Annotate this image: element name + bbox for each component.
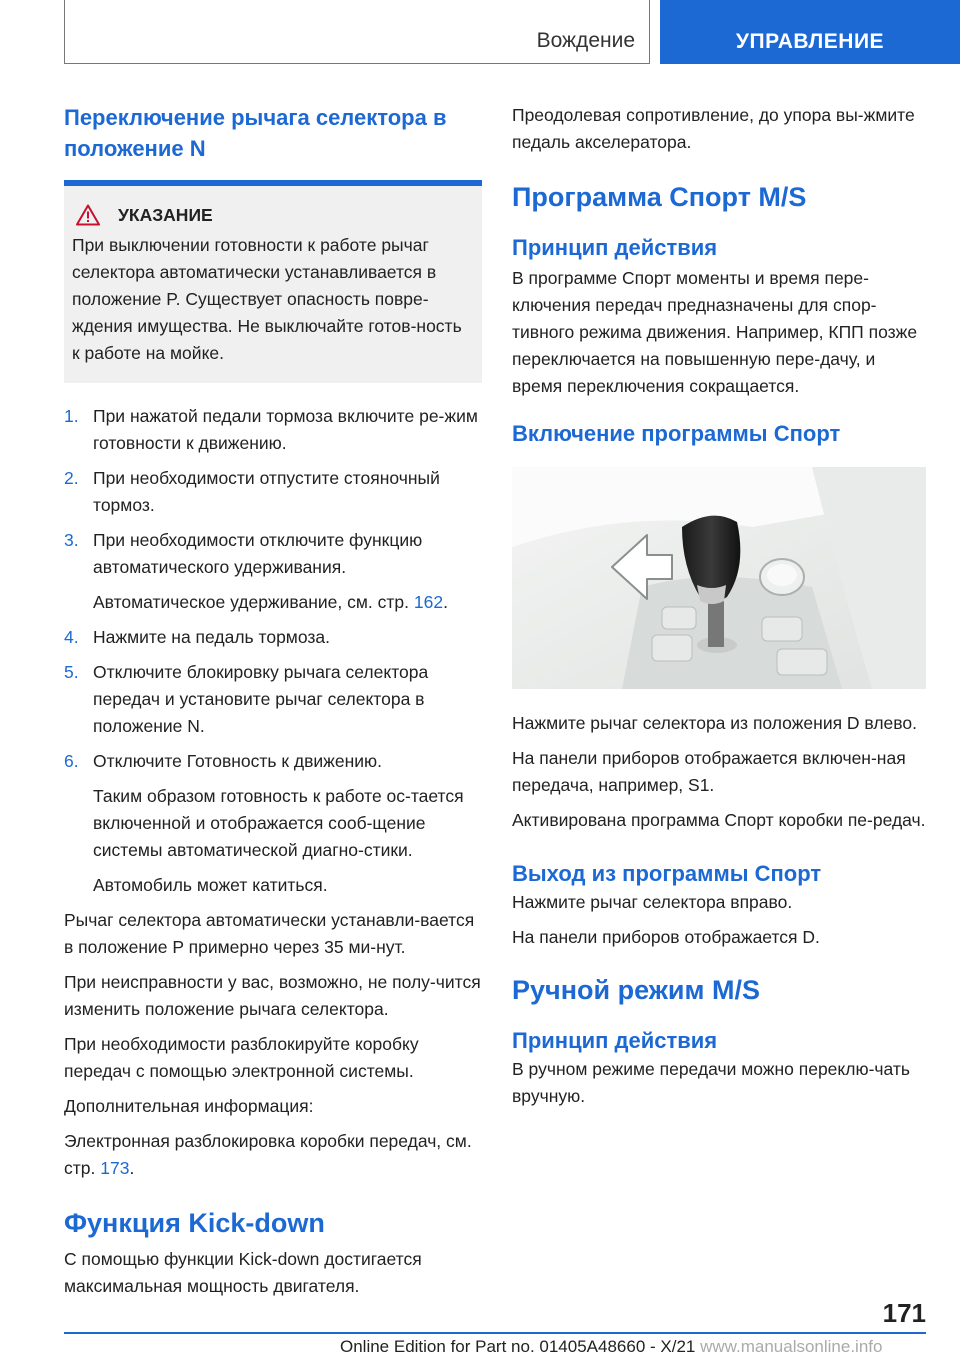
paragraph-sport-active: Активирована программа Спорт коробки пе-редач. bbox=[512, 810, 926, 830]
step-6-note-1: Таким образом готовность к работе ос-тается включенной и отображается сооб-щение системы автоматической диагно-стики. bbox=[93, 786, 464, 860]
heading-selector-n: Переключение рычага селектора в положение N bbox=[64, 105, 447, 161]
warning-text: При выключении готовности к работе рычаг селектора автоматически устанавливается в положение P. Существует опасность повре-ждения имущества. Не выключайте готов-ность к работе на мойке. bbox=[72, 235, 462, 363]
paragraph-accelerator: Преодолевая сопротивление, до упора вы-жмите педаль акселератора. bbox=[512, 105, 915, 152]
footer-divider bbox=[64, 1332, 926, 1334]
step-number: 4. bbox=[64, 627, 79, 647]
paragraph-unlock: При необходимости разблокируйте коробку передач с помощью электронной системы. bbox=[64, 1034, 419, 1081]
step-4 bbox=[64, 624, 482, 651]
step-3-note-text: Автоматическое удерживание, см. стр. bbox=[93, 592, 414, 612]
gear-selector-photo bbox=[512, 467, 926, 689]
step-3 bbox=[64, 527, 482, 616]
heading-principle: Принцип действия bbox=[512, 235, 718, 260]
paragraph-principle: В программе Спорт моменты и время пере-ключения передач предназначены для спор-тивного режима движения. Например, КПП позже переключается на повышенную пере-дачу, и время переключения сокращается. bbox=[512, 268, 918, 396]
paragraph-press-right: Нажмите рычаг селектора вправо. bbox=[512, 892, 793, 912]
step-6-note-2: Автомобиль может катиться. bbox=[93, 875, 328, 895]
heading-manual-principle: Принцип действия bbox=[512, 1028, 718, 1053]
step-6 bbox=[64, 748, 482, 899]
paragraph-display-gear: На панели приборов отображается включен-ная передача, например, S1. bbox=[512, 748, 906, 795]
header-section-box bbox=[64, 0, 650, 64]
page-number: 171 bbox=[882, 1298, 926, 1328]
step-text: При нажатой педали тормоза включите ре-жим готовности к движению. bbox=[93, 406, 478, 453]
warning-triangle-icon bbox=[76, 204, 100, 226]
warning-title-text: УКАЗАНИЕ bbox=[118, 204, 213, 225]
step-text: Отключите блокировку рычага селектора передач и установите рычаг селектора в положение N. bbox=[93, 662, 429, 736]
step-number: 1. bbox=[64, 406, 79, 426]
steps-list bbox=[64, 403, 482, 899]
header-chapter-tab[interactable]: УПРАВЛЕНИЕ bbox=[660, 0, 960, 64]
heading-exit-sport: Выход из программы Спорт bbox=[512, 861, 822, 886]
warning-title bbox=[72, 204, 472, 226]
paragraph-kickdown: С помощью функции Kick-down достигается максимальная мощность двигателя. bbox=[64, 1249, 422, 1296]
left-column bbox=[64, 102, 482, 1308]
paragraph-auto-p: Рычаг селектора автоматически устанавли-вается в положение P примерно через 35 ми-нут. bbox=[64, 910, 475, 957]
paragraph-more-info: Дополнительная информация: bbox=[64, 1096, 314, 1116]
step-text: Нажмите на педаль тормоза. bbox=[93, 627, 330, 647]
footer-edition bbox=[340, 1337, 882, 1357]
step-number: 3. bbox=[64, 530, 79, 550]
step-number: 6. bbox=[64, 751, 79, 771]
step-2 bbox=[64, 465, 482, 519]
heading-sport-program: Программа Спорт M/S bbox=[512, 182, 807, 212]
page-link-173[interactable]: 173 bbox=[100, 1158, 130, 1178]
step-5 bbox=[64, 659, 482, 740]
footer-edition-text: Online Edition for Part no. 01405A48660 - X/21 bbox=[340, 1337, 696, 1356]
warning-box bbox=[64, 180, 482, 383]
heading-manual-mode: Ручной режим M/S bbox=[512, 975, 760, 1005]
electronic-unlock-text: Электронная разблокировка коробки передач, см. стр. bbox=[64, 1131, 472, 1178]
step-1 bbox=[64, 403, 482, 457]
step-text: При необходимости отключите функцию автоматического удерживания. bbox=[93, 530, 423, 577]
heading-kickdown: Функция Kick-down bbox=[64, 1208, 325, 1238]
step-text: Отключите Готовность к движению. bbox=[93, 751, 383, 771]
step-number: 2. bbox=[64, 468, 79, 488]
step-text: При необходимости отпустите стояночный тормоз. bbox=[93, 468, 440, 515]
electronic-unlock-after: . bbox=[129, 1158, 135, 1178]
header-section-title: Вождение bbox=[536, 29, 635, 52]
paragraph-malfunction: При неисправности у вас, возможно, не полу-чится изменить положение рычага селектора. bbox=[64, 972, 481, 1019]
page-link-162[interactable]: 162 bbox=[413, 592, 444, 612]
step-number: 5. bbox=[64, 662, 79, 682]
footer-watermark[interactable]: www.manualsonline.info bbox=[700, 1337, 883, 1356]
paragraph-manual: В ручном режиме передачи можно переклю-чать вручную. bbox=[512, 1059, 911, 1106]
heading-enable-sport: Включение программы Спорт bbox=[512, 421, 841, 446]
paragraph-press-left: Нажмите рычаг селектора из положения D влево. bbox=[512, 713, 917, 733]
step-3-note bbox=[93, 589, 482, 616]
step-3-note-after: . bbox=[443, 592, 448, 612]
paragraph-display-d: На панели приборов отображается D. bbox=[512, 927, 820, 947]
paragraph-electronic-unlock bbox=[64, 1128, 482, 1182]
right-column bbox=[512, 102, 926, 1118]
